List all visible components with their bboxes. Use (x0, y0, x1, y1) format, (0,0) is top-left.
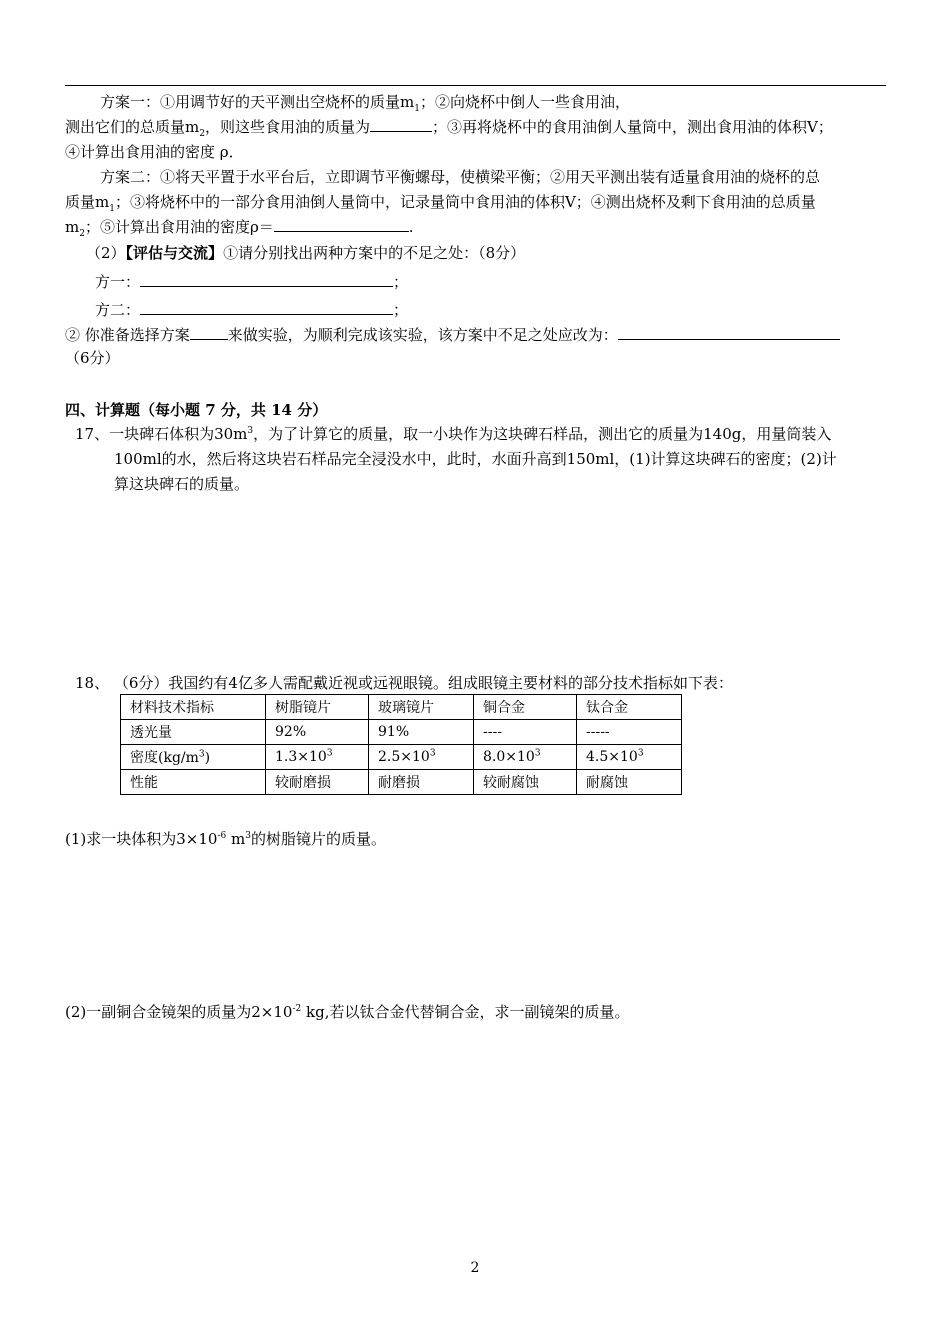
table-cell: ---- (474, 720, 577, 745)
q17-line2: 100ml的水，然后将这块岩石样品完全浸没水中，此时，水面升高到150ml，(1)计算这块碑石的密度；(2)计 (114, 450, 837, 468)
table-cell: $2.5\times 10^3$ (369, 745, 474, 770)
fang1-answer-blank[interactable] (140, 272, 393, 287)
table-cell: 钛合金 (577, 695, 682, 720)
table-cell: $1.3\times 10^3$ (266, 745, 369, 770)
plan1-line3: ④计算出食用油的密度 ρ． (65, 143, 244, 161)
table-cell: 树脂镜片 (266, 695, 369, 720)
fang2-answer-blank[interactable] (140, 300, 393, 315)
eval-heading: （2）【评估与交流】①请分别找出两种方案中的不足之处：（8分） (86, 244, 526, 262)
table-row (121, 745, 682, 770)
lens-material-table (120, 694, 682, 795)
table-cell: 材料技术指标 (121, 695, 266, 720)
plan2-line2: 质量$m_1$；③将烧杯中的一部分食用油倒人量筒中，记录量筒中食用油的体积V；④测出烧杯及剩下食用油的总质量 (65, 193, 816, 214)
eval-score: （6分） (65, 349, 120, 367)
q18-intro: 18、 （6分）我国约有4亿多人需配戴近视或远视眼镜。组成眼镜主要材料的部分技术指标如下表： (75, 674, 733, 692)
page-number: 2 (470, 1260, 480, 1276)
plan-choice-blank[interactable] (190, 325, 228, 340)
table-cell: 耐磨损 (369, 770, 474, 795)
plan1-line1: 方案一：①用调节好的天平测出空烧杯的质量$m_1$；②向烧杯中倒人一些食用油， (100, 93, 630, 114)
table-cell: 耐腐蚀 (577, 770, 682, 795)
table-cell: 92% (266, 720, 369, 745)
table-cell: $8.0\times 10^3$ (474, 745, 577, 770)
table-cell: 性能 (121, 770, 266, 795)
table-row (121, 695, 682, 720)
plan2-line1: 方案二：①将天平置于水平台后，立即调节平衡螺母，使横梁平衡；②用天平测出装有适量食用油的烧杯的总 (100, 168, 821, 186)
table-cell: 玻璃镜片 (369, 695, 474, 720)
plan2-line3: $m_2$；⑤计算出食用油的密度ρ＝ . (65, 218, 414, 239)
table-cell: 较耐腐蚀 (474, 770, 577, 795)
eval-fang1: 方一： ； (95, 273, 409, 291)
plan1-line2: 测出它们的总质量$m_2$，则这些食用油的质量为 ；③再将烧杯中的食用油倒人量筒中，测出食用油的体积V； (65, 118, 833, 139)
table-row (121, 770, 682, 795)
table-cell: 透光量 (121, 720, 266, 745)
improvement-answer-blank[interactable] (618, 325, 840, 340)
header-rule (65, 85, 886, 86)
q17-line3: 算这块碑石的质量。 (114, 475, 250, 493)
mass-answer-blank[interactable] (370, 117, 432, 132)
table-cell: 密度$(kg/m^3)$ (121, 745, 266, 770)
table-cell: ----- (577, 720, 682, 745)
table-cell: 较耐磨损 (266, 770, 369, 795)
section4-title: 四、计算题（每小题 7 分，共 14 分） (65, 401, 328, 419)
table-cell: 铜合金 (474, 695, 577, 720)
q17-line1: 17、一块碑石体积为$30m^3$，为了计算它的质量，取一小块作为这块碑石样品，测出它的质量为140g，用量筒装入 (75, 425, 832, 443)
eval-choose: ② 你准备选择方案 来做实验，为顺利完成该实验，该方案中不足之处应改为： (65, 325, 840, 345)
eval-fang2: 方二： ； (95, 301, 409, 319)
table-cell: 91% (369, 720, 474, 745)
density-answer-blank[interactable] (274, 217, 409, 232)
table-cell: $4.5\times 10^3$ (577, 745, 682, 770)
q18-sub1: (1)求一块体积为$3\times 10^{-6}$ $m^3$的树脂镜片的质量。 (65, 830, 386, 848)
q18-sub2: (2)一副铜合金镜架的质量为$2\times 10^{-2}$ kg,若以钛合金代替铜合金，求一副镜架的质量。 (65, 1003, 630, 1021)
table-row (121, 720, 682, 745)
